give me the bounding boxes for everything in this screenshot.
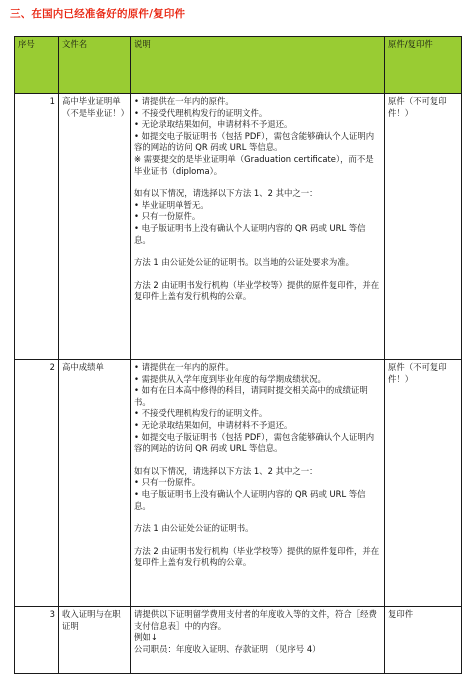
description-line: • 不接受代理机构发行的证明文件。 [134,107,268,118]
document-table [14,36,462,674]
header-description: 说明 [131,37,385,94]
description-line: • 请提供在一年内的原件。 [134,96,234,106]
description-line: • 只有一份原件。 [134,211,201,222]
table-row [15,607,462,674]
description-line: 公司职员：年度收入证明、存款证明 （见序号 4） [134,643,321,654]
description-line: 例如↓ [134,632,158,643]
description-line: • 如提交电子版证明书（包括 PDF），需包含能够确认个人证明内容的网站的访问 QR 码或 URL 等信息。 [134,431,375,454]
table-row [15,360,462,607]
row-number: 3 [15,607,59,674]
description-line: • 请提供在一年内的原件。 [134,362,234,372]
description-line: 请提供以下证明留学费用支付者的年度收入等的文件，符合［经费支付信息表］中的内容。 [134,609,377,631]
description-line: • 毕业证明单暂无。 [134,199,209,210]
description-line: 如有以下情况，请选择以下方法 1、2 其中之一： [134,465,318,476]
row-file-name: 高中成绩单 [59,360,131,607]
table-row [15,94,462,360]
description-note: ※ 需要提交的是毕业证明单（Graduation certificate），而不是毕业证书（diploma）。 [134,153,374,176]
description-line: • 如有在日本高中修得的科目，请同时提交相关高中的成绩证明书。 [134,385,368,407]
description-line: • 不接受代理机构发行的证明文件。 [134,408,268,419]
header-original-copy: 原件/复印件 [385,37,462,94]
description-line: • 需提供从入学年度到毕业年度的每学期成绩状况。 [134,373,326,384]
description-line: • 如提交电子版证明书（包括 PDF），需包含能够确认个人证明内容的网站的访问 QR 码或 URL 等信息。 [134,130,375,153]
row-number: 2 [15,360,59,607]
description-method-2: 方法 2 由证明书发行机构（毕业学校等）提供的原件复印件，并在复印件上盖有发行机构的公章。 [134,279,380,302]
row-original-copy: 复印件 [385,607,462,674]
row-file-name: 高中毕业证明单（不是毕业证！） [59,94,131,360]
description-method-1: 方法 1 由公证处公证的证明书。 [134,523,254,534]
row-number: 1 [15,94,59,360]
table-header-row [15,37,462,94]
row-description [131,94,385,360]
row-original-copy: 原件（不可复印件！） [385,360,462,607]
header-file-name: 文件名 [59,37,131,94]
row-description [131,360,385,607]
description-method-1: 方法 1 由公证处公证的证明书。以当地的公证处要求为准。 [134,257,355,268]
row-original-copy: 原件（不可复印件！） [385,94,462,360]
description-line: • 电子版证明书上没有确认个人证明内容的 QR 码或 URL 等信息。 [134,488,366,511]
header-number: 序号 [15,37,59,94]
description-line: • 只有一份原件。 [134,477,201,488]
description-line: • 无论录取结果如何，申请材料不予退还。 [134,119,293,130]
row-description [131,607,385,674]
description-line: • 电子版证明书上没有确认个人证明内容的 QR 码或 URL 等信息。 [134,222,366,245]
description-line: 如有以下情况，请选择以下方法 1、2 其中之一： [134,188,318,199]
section-title: 三、在国内已经准备好的原件/复印件 [10,8,186,20]
description-line: • 无论录取结果如何，申请材料不予退还。 [134,419,293,430]
description-method-2: 方法 2 由证明书发行机构（毕业学校等）提供的原件复印件，并在复印件上盖有发行机构的公章。 [134,545,380,568]
row-file-name: 收入证明与在职证明 [59,607,131,674]
